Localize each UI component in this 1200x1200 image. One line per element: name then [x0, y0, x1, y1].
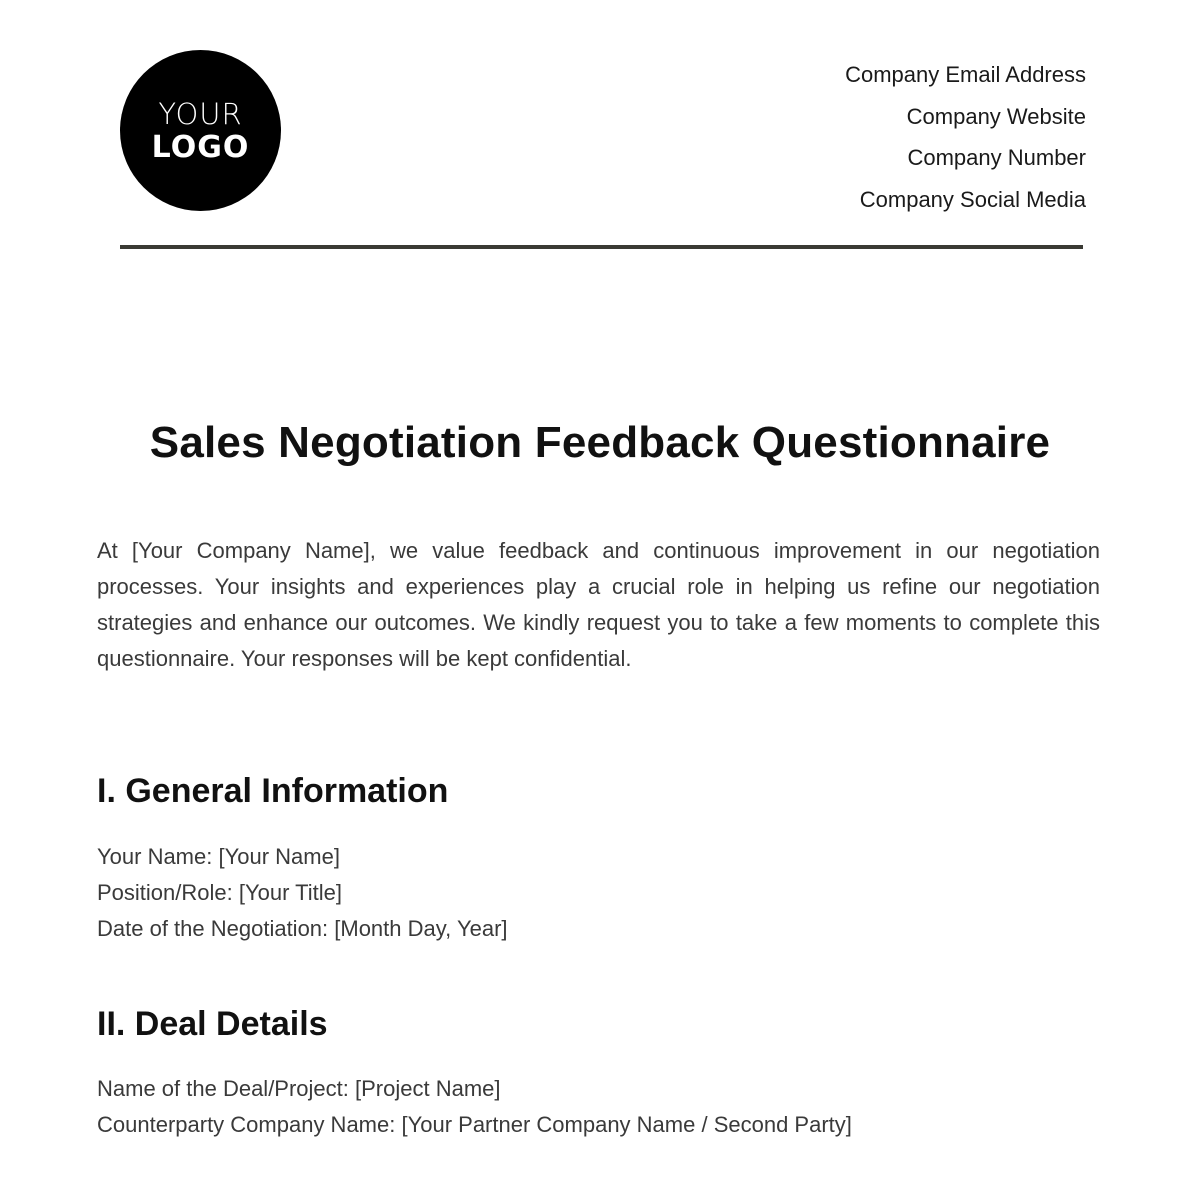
company-contact-block	[845, 54, 1086, 220]
field-position-role: Position/Role: [Your Title]	[97, 880, 342, 905]
company-number: Company Number	[907, 145, 1086, 170]
field-deal-project-name: Name of the Deal/Project: [Project Name]	[97, 1076, 501, 1101]
deal-details-fields	[97, 1071, 852, 1143]
company-logo	[120, 50, 281, 211]
section-heading-general-information: I. General Information	[97, 772, 449, 810]
header-divider	[120, 245, 1083, 249]
field-your-name: Your Name: [Your Name]	[97, 844, 340, 869]
field-negotiation-date: Date of the Negotiation: [Month Day, Year]	[97, 916, 508, 941]
document-title: Sales Negotiation Feedback Questionnaire	[149, 418, 1051, 467]
logo-text-line1: YOUR	[158, 96, 243, 131]
logo-text-line2: LOGO	[151, 129, 250, 165]
section-heading-deal-details: II. Deal Details	[97, 1005, 328, 1043]
general-information-fields	[97, 839, 508, 947]
field-counterparty-company: Counterparty Company Name: [Your Partner Company Name / Second Party]	[97, 1112, 852, 1137]
intro-paragraph: At [Your Company Name], we value feedback and continuous improvement in our negotiation processes. Your insights and experiences play a crucial role in helping us refine our negotiation strategies and enhance our outcomes. We kindly request you to take a few moments to complete this questionnaire. Your responses will be kept confidential.	[97, 538, 1100, 671]
company-website: Company Website	[906, 103, 1086, 129]
company-email: Company Email Address	[845, 62, 1086, 87]
company-social-media: Company Social Media	[859, 186, 1086, 212]
